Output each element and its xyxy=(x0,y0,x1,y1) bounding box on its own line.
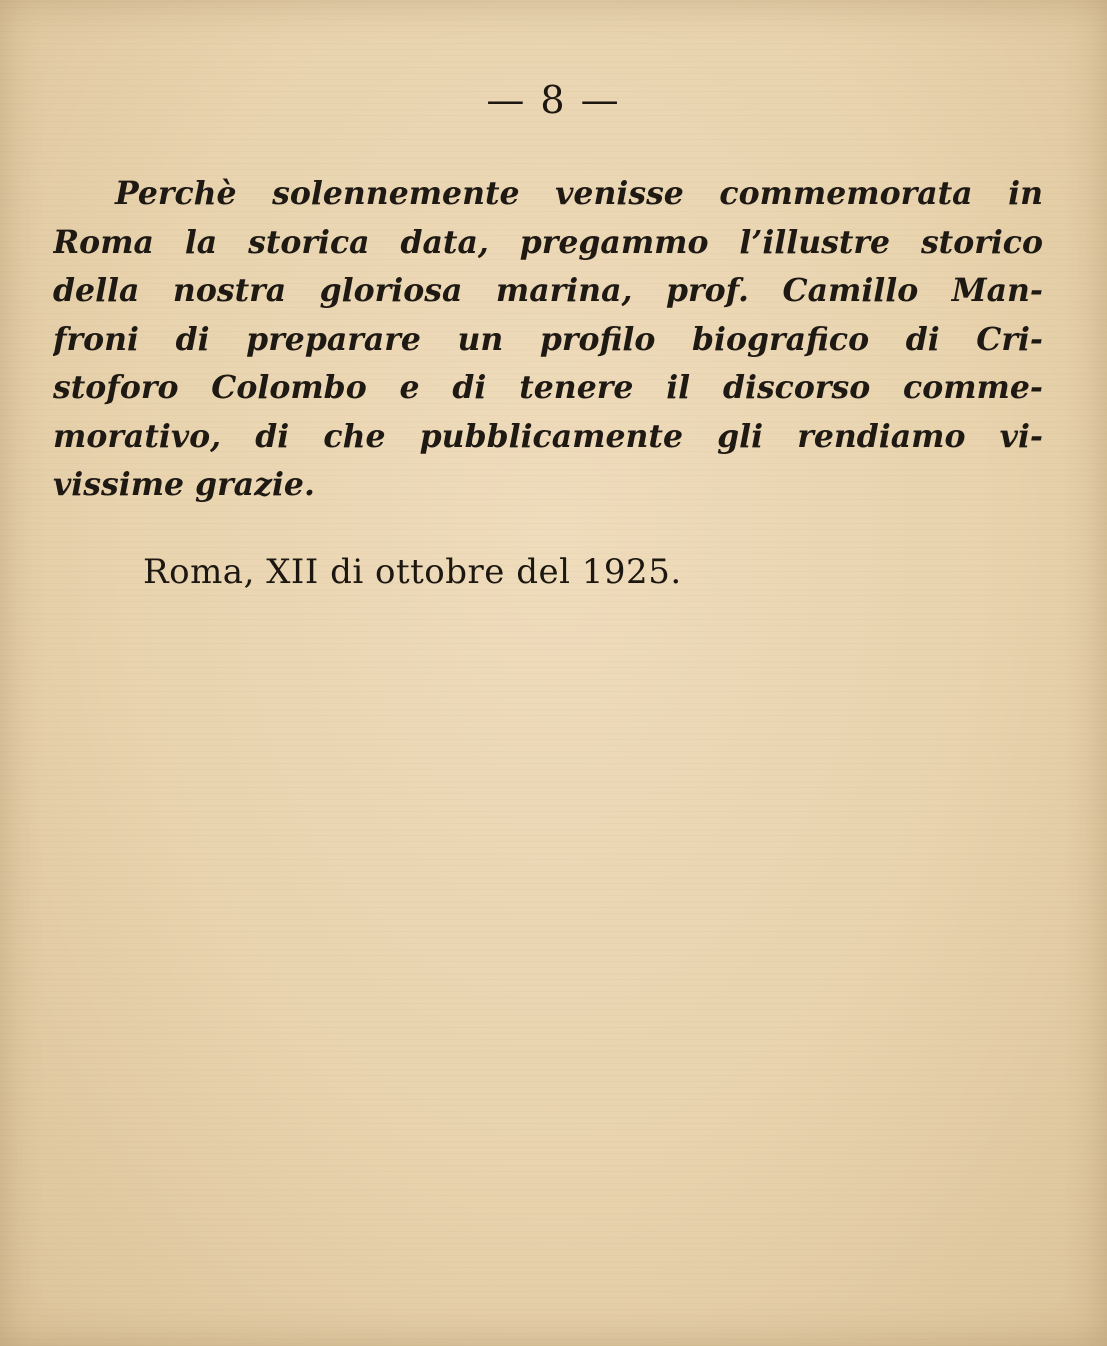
body-paragraph xyxy=(53,170,1043,510)
paragraph-line: froni di preparare un profilo biografico di Cri- xyxy=(53,320,1043,358)
page-number: — 8 — xyxy=(486,78,621,122)
paragraph-line: Perchè solennemente venisse commemorata in xyxy=(115,175,1043,212)
paragraph-line: morativo, di che pubblicamente gli rendiamo vi- xyxy=(53,417,1043,455)
paragraph-line: stoforo Colombo e di tenere il discorso comme- xyxy=(53,369,1043,406)
paragraph-line: vissime grazie. xyxy=(53,466,315,503)
paragraph-line: della nostra gloriosa marina, prof. Camillo Man- xyxy=(53,272,1043,309)
dateline: Roma, XII di ottobre del 1925. xyxy=(143,552,682,592)
paragraph-line: Roma la storica data, pregammo l’illustre storico xyxy=(53,223,1043,261)
